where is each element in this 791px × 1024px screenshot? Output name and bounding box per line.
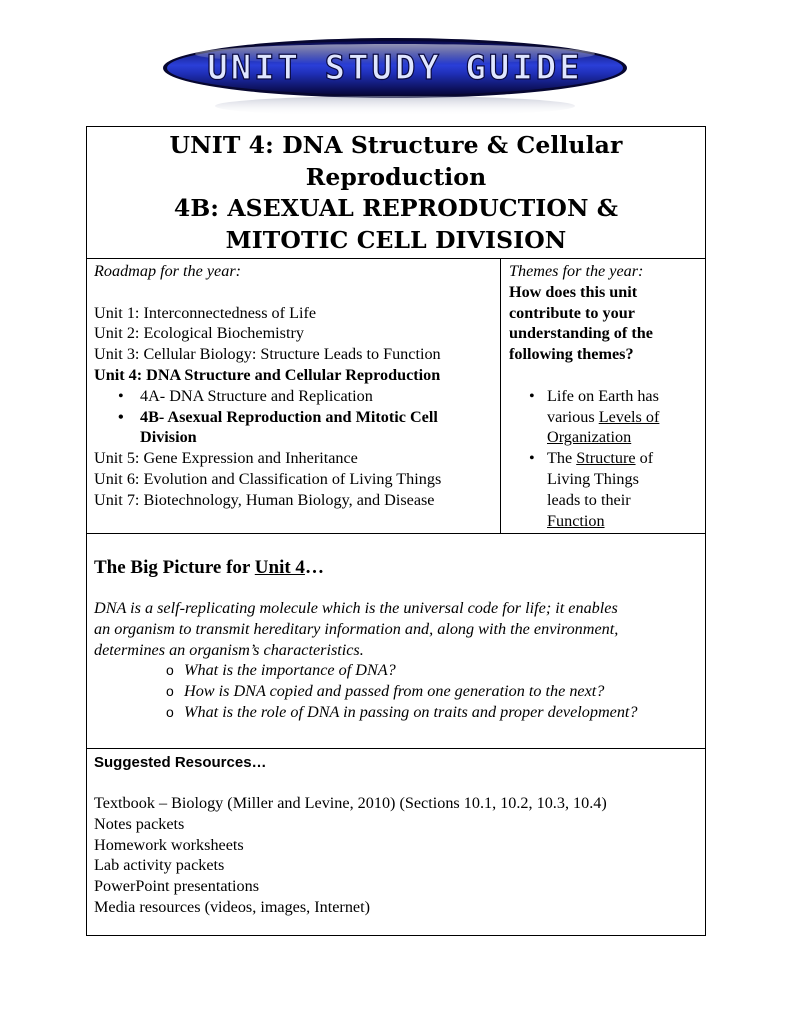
bullet-icon: • — [529, 449, 535, 468]
theme-levels-of-organization: • Life on Earth has various Levels of Organization — [529, 386, 660, 447]
banner-text: UNIT STUDY GUIDE — [207, 48, 583, 88]
question-item: o What is the role of DNA in passing on traits and proper development? — [166, 702, 638, 721]
subunit-4b: • 4B- Asexual Reproduction and Mitotic Cell Division — [118, 407, 438, 447]
resource-item: Textbook – Biology (Miller and Levine, 2010) (Sections 10.1, 10.2, 10.3, 10.4) — [94, 794, 607, 812]
themes-question-2: contribute to your — [509, 303, 635, 322]
title-line-2: Reproduction — [305, 162, 487, 191]
themes-heading: Themes for the year: — [509, 262, 644, 280]
big-picture-questions — [94, 660, 705, 722]
bullet-icon: • — [529, 386, 535, 405]
roadmap-unit-5: Unit 5: Gene Expression and Inheritance — [94, 449, 358, 468]
question-item: o What is the importance of DNA? — [166, 661, 396, 680]
big-picture-text: DNA is a self-replicating molecule which is the universal code for life; it enables an organism to transmit hereditary information and, along with the environment, determines an organism’s characteristics. — [94, 599, 619, 659]
resources-title: Suggested Resources… — [94, 754, 267, 771]
roadmap-unit-7: Unit 7: Biotechnology, Human Biology, and Disease — [94, 490, 435, 509]
themes-list — [509, 386, 705, 532]
bullet-icon: • — [118, 407, 124, 426]
unit-title-block — [87, 127, 705, 259]
title-line-1: UNIT 4: DNA Structure & Cellular — [169, 131, 623, 159]
roadmap-unit-3: Unit 3: Cellular Biology: Structure Leads to Function — [94, 345, 441, 364]
theme-structure-function: • The Structure of Living Things leads to their Function — [529, 449, 654, 530]
big-picture-section — [87, 533, 705, 749]
roadmap-unit-6: Unit 6: Evolution and Classification of Living Things — [94, 469, 442, 488]
resource-item: PowerPoint presentations — [94, 877, 260, 896]
roadmap-heading: Roadmap for the year: — [94, 262, 242, 280]
roadmap-unit-1: Unit 1: Interconnectedness of Life — [94, 303, 317, 322]
title-line-3: 4B: ASEXUAL REPRODUCTION & — [173, 194, 619, 222]
themes-question-1: How does this unit — [509, 282, 638, 301]
resource-item: Notes packets — [94, 814, 185, 833]
bullet-icon: • — [118, 386, 124, 405]
question-item: o How is DNA copied and passed from one generation to the next? — [166, 682, 605, 701]
circle-bullet-icon: o — [166, 683, 174, 700]
subunit-4a: • 4A- DNA Structure and Replication — [118, 386, 373, 405]
roadmap-current-unit: Unit 4: DNA Structure and Cellular Reproduction — [94, 365, 441, 384]
themes-cell — [501, 258, 705, 533]
unit-study-guide-banner — [160, 26, 630, 118]
banner-graphic — [160, 26, 630, 118]
big-picture-title: The Big Picture for Unit 4… — [94, 557, 324, 578]
circle-bullet-icon: o — [166, 703, 174, 720]
roadmap-themes-row — [87, 258, 705, 534]
themes-question-3: understanding of the — [509, 324, 653, 343]
circle-bullet-icon: o — [166, 662, 174, 679]
roadmap-subunits — [94, 386, 500, 448]
resource-item: Homework worksheets — [94, 835, 244, 854]
suggested-resources-section — [87, 749, 705, 935]
study-guide-document — [86, 126, 706, 936]
title-line-4: MITOTIC CELL DIVISION — [225, 225, 567, 254]
roadmap-unit-2: Unit 2: Ecological Biochemistry — [94, 324, 304, 343]
roadmap-cell — [87, 258, 501, 533]
resource-item: Lab activity packets — [94, 856, 225, 875]
resource-item: Media resources (videos, images, Internet) — [94, 897, 370, 916]
themes-question-4: following themes? — [509, 345, 634, 364]
